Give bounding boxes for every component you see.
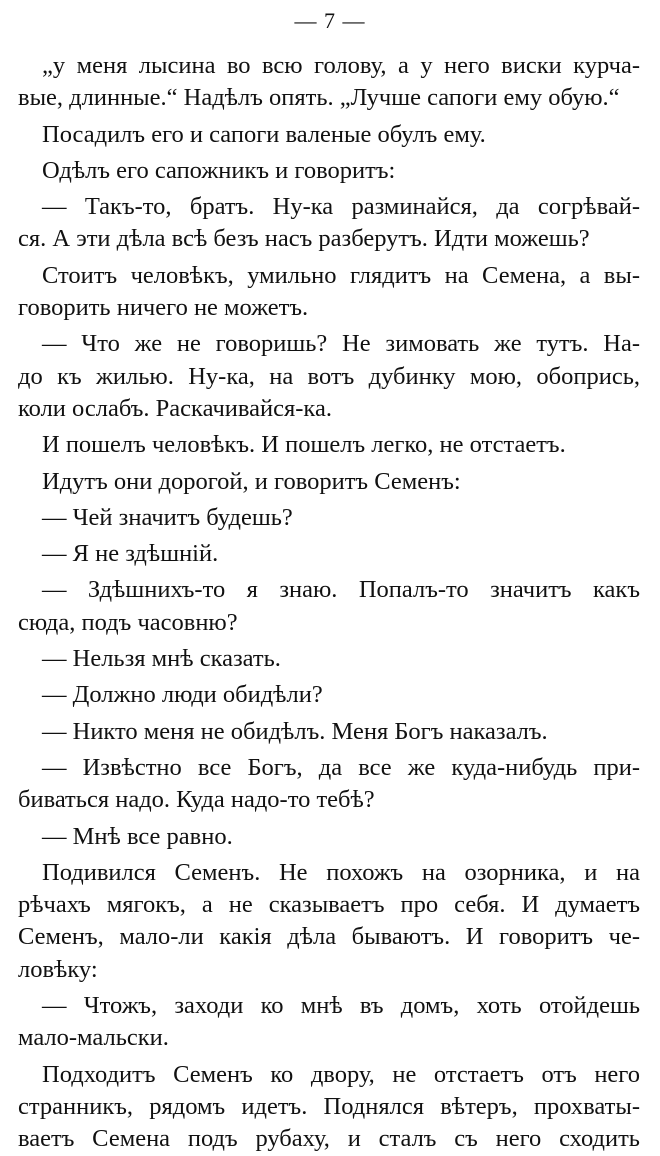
paragraph bbox=[18, 328, 640, 425]
text-line: рѣчахъ мягокъ, а не сказываетъ про себя. И думаетъ bbox=[18, 891, 640, 919]
text-line: — Что же не говоришь? Не зимовать же тутъ. На- bbox=[42, 330, 640, 358]
paragraph bbox=[18, 260, 640, 325]
text-line: Посадилъ его и сапоги валеные обулъ ему. bbox=[42, 120, 486, 148]
paragraph bbox=[18, 990, 640, 1055]
paragraph bbox=[18, 679, 640, 711]
text-line: „у меня лысина во всю голову, а у него виски курча- bbox=[42, 52, 640, 79]
paragraph bbox=[18, 538, 640, 570]
text-line: — Я не здѣшній. bbox=[42, 540, 219, 568]
text-line: Стоитъ человѣкъ, умильно глядитъ на Семена, а вы- bbox=[42, 261, 640, 289]
text-line: странникъ, рядомъ идетъ. Поднялся вѣтеръ, прохваты- bbox=[18, 1092, 640, 1120]
text-line: Идутъ они дорогой, и говоритъ Семенъ: bbox=[42, 467, 461, 495]
page-text-body bbox=[18, 50, 640, 1156]
page-number: — 7 — bbox=[294, 8, 366, 33]
text-line: биваться надо. Куда надо-то тебѣ? bbox=[18, 786, 375, 814]
paragraph bbox=[18, 155, 640, 187]
text-line: — Мнѣ все равно. bbox=[42, 822, 233, 850]
text-line: Семенъ, мало-ли какія дѣла бываютъ. И говоритъ че- bbox=[18, 923, 640, 951]
text-line: — Извѣстно все Богъ, да все же куда-нибудь при- bbox=[42, 753, 640, 781]
text-line: — Должно люди обидѣли? bbox=[42, 681, 323, 709]
text-line: — Чтожъ, заходи ко мнѣ въ домъ, хоть отойдешь bbox=[42, 992, 640, 1020]
paragraph bbox=[18, 466, 640, 498]
paragraph bbox=[18, 821, 640, 853]
paragraph bbox=[18, 119, 640, 151]
text-line: ваетъ Семена подъ рубаху, и сталъ съ него сходить bbox=[18, 1125, 640, 1153]
paragraph bbox=[18, 752, 640, 817]
text-line: Одѣлъ его сапожникъ и говоритъ: bbox=[42, 156, 396, 184]
paragraph bbox=[18, 50, 640, 115]
text-line: — Здѣшнихъ-то я знаю. Попалъ-то значитъ какъ bbox=[42, 576, 640, 604]
paragraph bbox=[18, 857, 640, 986]
paragraph bbox=[18, 191, 640, 256]
text-line: ловѣку: bbox=[18, 955, 98, 983]
text-line: ся. А эти дѣла всѣ безъ насъ разберутъ. Идти можешь? bbox=[18, 225, 590, 253]
text-line: говорить ничего не можетъ. bbox=[18, 294, 309, 322]
text-line: — Никто меня не обидѣлъ. Меня Богъ наказалъ. bbox=[42, 717, 548, 745]
text-line: — Нельзя мнѣ сказать. bbox=[42, 645, 281, 673]
text-line: Подивился Семенъ. Не похожъ на озорника, и на bbox=[42, 858, 640, 886]
paragraph bbox=[18, 1059, 640, 1156]
text-line: Подходитъ Семенъ ко двору, не отстаетъ отъ него bbox=[42, 1060, 640, 1088]
text-line: коли ослабъ. Раскачивайся-ка. bbox=[18, 394, 332, 422]
text-line: — Такъ-то, братъ. Ну-ка разминайся, да согрѣвай- bbox=[42, 193, 640, 221]
text-line: сюда, подъ часовню? bbox=[18, 608, 238, 636]
paragraph bbox=[18, 574, 640, 639]
text-line: мало-мальски. bbox=[18, 1024, 169, 1052]
text-line: И пошелъ человѣкъ. И пошелъ легко, не отстаетъ. bbox=[42, 431, 566, 459]
text-line: — Чей значитъ будешь? bbox=[42, 503, 293, 531]
text-line: вые, длинные.“ Надѣлъ опять. „Лучше сапоги ему обую.“ bbox=[18, 84, 620, 112]
text-line: до къ жилью. Ну-ка, на вотъ дубинку мою, обопрись, bbox=[18, 362, 640, 390]
paragraph bbox=[18, 429, 640, 461]
paragraph bbox=[18, 502, 640, 534]
paragraph bbox=[18, 643, 640, 675]
paragraph bbox=[18, 716, 640, 748]
